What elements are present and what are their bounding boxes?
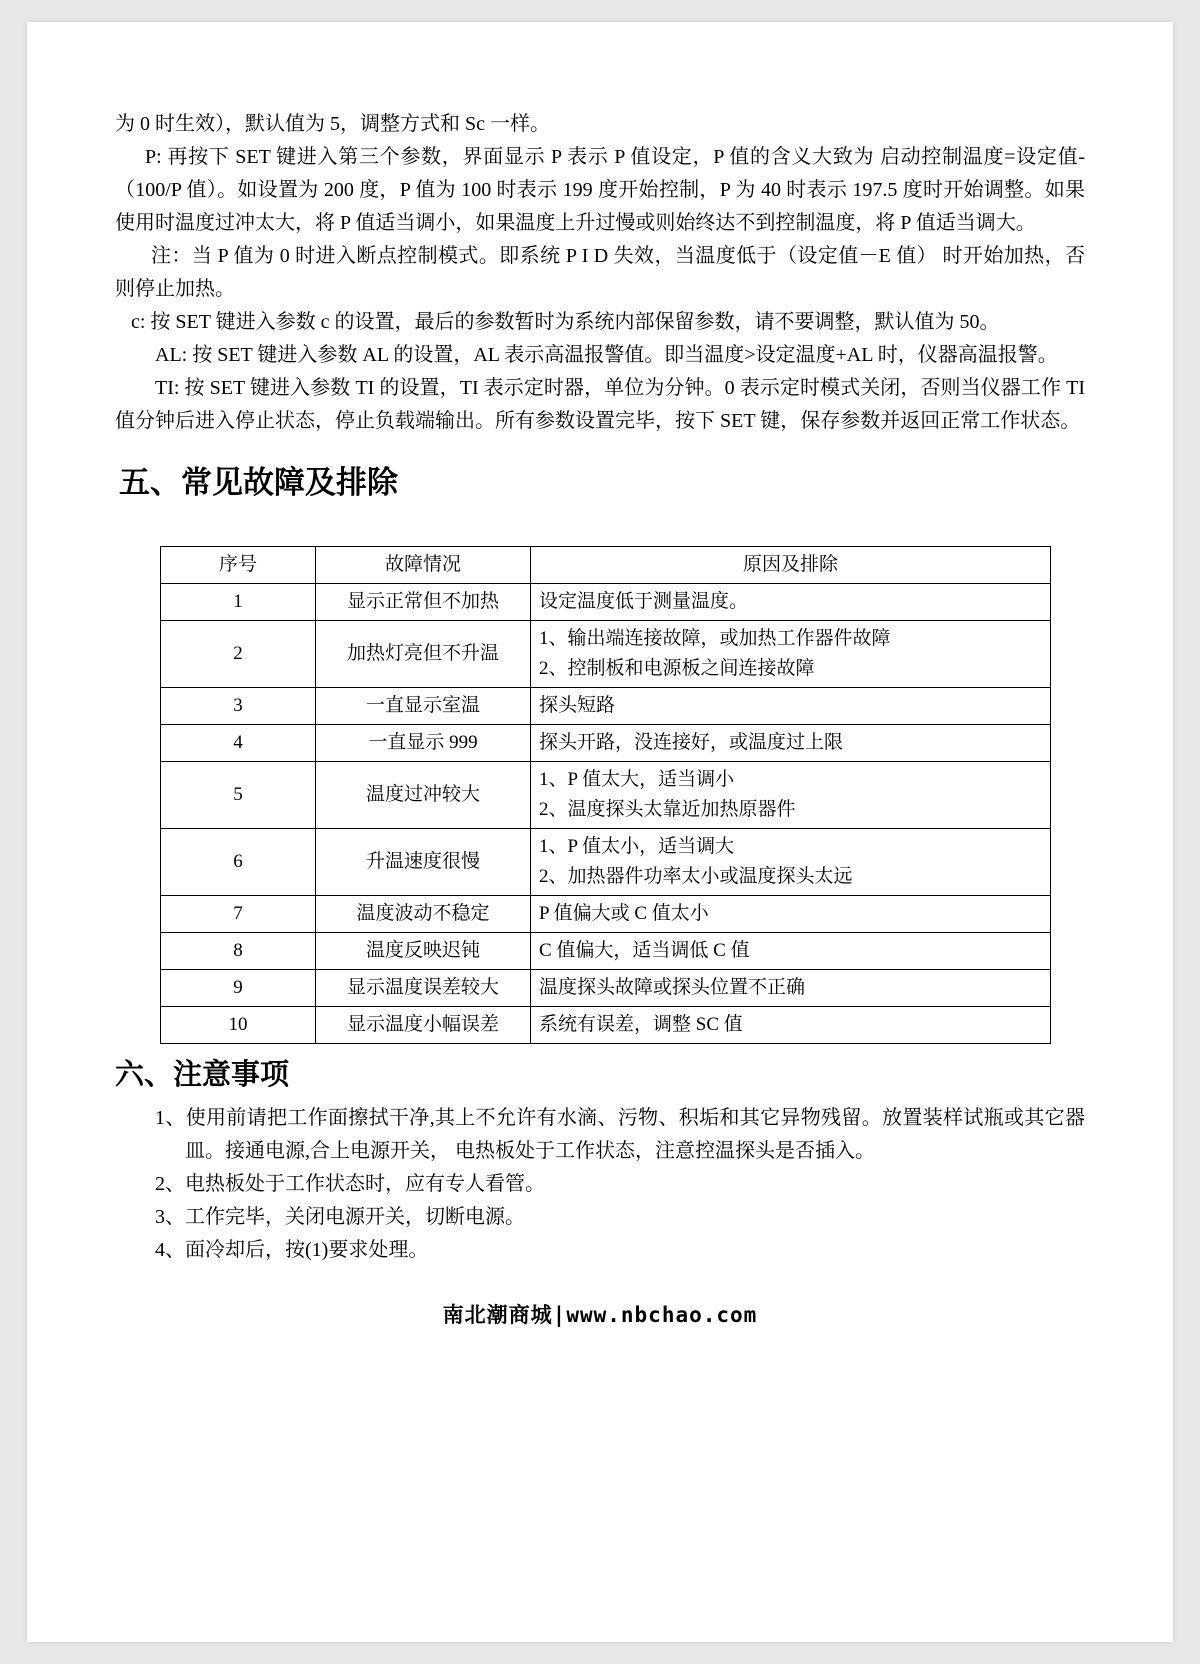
cell-no: 3 xyxy=(161,688,316,725)
cell-no: 8 xyxy=(161,933,316,970)
paragraph-c-parameter: c: 按 SET 键进入参数 c 的设置，最后的参数暂时为系统内部保留参数，请不要调整，默认值为 50。 xyxy=(131,311,1000,333)
cell-cause xyxy=(531,829,1051,896)
cell-no: 2 xyxy=(161,621,316,688)
column-header-cause: 原因及排除 xyxy=(531,547,1051,584)
column-header-no: 序号 xyxy=(161,547,316,584)
cell-fault: 温度波动不稳定 xyxy=(316,896,531,933)
cause-line: P 值偏大或 C 值太小 xyxy=(539,903,709,924)
cell-no: 9 xyxy=(161,970,316,1007)
cell-fault: 温度过冲较大 xyxy=(316,762,531,829)
cell-fault: 显示正常但不加热 xyxy=(316,584,531,621)
cell-cause xyxy=(531,970,1051,1007)
section5-heading: 五、常见故障及排除 xyxy=(119,465,398,500)
notice-item-4: 4、面冷却后，按(1)要求处理。 xyxy=(155,1239,429,1261)
paragraph-sc-default: 为 0 时生效），默认值为 5，调整方式和 Sc 一样。 xyxy=(115,113,550,135)
notice-item-1: 1、使用前请把工作面擦拭干净,其上不允许有水滴、污物、积垢和其它异物残留。放置装样试瓶或其它器皿。接通电源,合上电源开关， 电热板处于工作状态，注意控温探头是否插入。 xyxy=(155,1107,1085,1162)
cell-cause xyxy=(531,725,1051,762)
cell-cause xyxy=(531,1007,1051,1044)
cause-line: 1、输出端连接故障，或加热工作器件故障 xyxy=(539,628,891,649)
cause-line: 设定温度低于测量温度。 xyxy=(539,591,749,612)
cell-cause xyxy=(531,621,1051,688)
cell-no: 1 xyxy=(161,584,316,621)
cause-line: 2、控制板和电源板之间连接故障 xyxy=(539,658,815,679)
fault-table xyxy=(160,546,1051,1044)
table-row xyxy=(161,762,1051,829)
footer-site-url: 南北潮商城|www.nbchao.com xyxy=(442,1303,758,1327)
table-row xyxy=(161,1007,1051,1044)
cell-fault: 加热灯亮但不升温 xyxy=(316,621,531,688)
cell-no: 5 xyxy=(161,762,316,829)
cell-cause xyxy=(531,688,1051,725)
cell-no: 7 xyxy=(161,896,316,933)
cause-line: 探头开路，没连接好，或温度过上限 xyxy=(539,732,844,753)
cell-fault: 显示温度小幅误差 xyxy=(316,1007,531,1044)
cell-no: 4 xyxy=(161,725,316,762)
table-row xyxy=(161,970,1051,1007)
table-row xyxy=(161,829,1051,896)
cause-line: 1、P 值太大，适当调小 xyxy=(539,769,735,790)
table-row xyxy=(161,725,1051,762)
document-page xyxy=(27,22,1173,1642)
cell-fault: 温度反映迟钝 xyxy=(316,933,531,970)
table-row xyxy=(161,621,1051,688)
table-row xyxy=(161,584,1051,621)
cell-cause xyxy=(531,933,1051,970)
notice-item-2: 2、电热板处于工作状态时，应有专人看管。 xyxy=(155,1173,545,1195)
paragraph-p-note: 注：当 P 值为 0 时进入断点控制模式。即系统 P I D 失效，当温度低于（设定值－E 值） 时开始加热，否则停止加热。 xyxy=(115,245,1085,300)
notice-item-3: 3、工作完毕，关闭电源开关，切断电源。 xyxy=(155,1206,525,1228)
cause-line: C 值偏大，适当调低 C 值 xyxy=(539,940,750,961)
cell-no: 6 xyxy=(161,829,316,896)
cell-fault: 显示温度误差较大 xyxy=(316,970,531,1007)
cause-line: 1、P 值太小，适当调大 xyxy=(539,836,735,857)
table-header-row xyxy=(161,547,1051,584)
cause-line: 系统有误差，调整 SC 值 xyxy=(539,1014,743,1035)
table-row xyxy=(161,896,1051,933)
cause-line: 温度探头故障或探头位置不正确 xyxy=(539,977,806,998)
cell-fault: 升温速度很慢 xyxy=(316,829,531,896)
cell-fault: 一直显示 999 xyxy=(316,725,531,762)
cell-fault: 一直显示室温 xyxy=(316,688,531,725)
cause-line: 2、加热器件功率太小或温度探头太远 xyxy=(539,866,853,887)
cell-cause xyxy=(531,762,1051,829)
table-row xyxy=(161,688,1051,725)
table-row xyxy=(161,933,1051,970)
cause-line: 探头短路 xyxy=(539,695,616,716)
paragraph-al-parameter: AL: 按 SET 键进入参数 AL 的设置，AL 表示高温报警值。即当温度>设定温度+AL 时，仪器高温报警。 xyxy=(155,344,1058,366)
cell-cause xyxy=(531,584,1051,621)
cell-no: 10 xyxy=(161,1007,316,1044)
paragraph-ti-parameter: TI: 按 SET 键进入参数 TI 的设置，TI 表示定时器，单位为分钟。0 表示定时模式关闭，否则当仪器工作 TI 值分钟后进入停止状态，停止负载端输出。所有参数设置完毕，按下 SET 键，保存参数并返回正常工作状态。 xyxy=(115,377,1085,432)
column-header-fault: 故障情况 xyxy=(316,547,531,584)
cause-line: 2、温度探头太靠近加热原器件 xyxy=(539,799,796,820)
paragraph-p-parameter: P: 再按下 SET 键进入第三个参数，界面显示 P 表示 P 值设定，P 值的含义大致为 启动控制温度=设定值-（100/P 值）。如设置为 200 度，P 值为 100 时表示 199 度开始控制，P 为 40 时表示 197.5 度时开始调整。如果使用时温度过冲太大，将 P 值适当调小，如果温度上升过慢或则始终达不到控制温度，将 P 值适当调大。 xyxy=(115,146,1085,234)
section6-heading: 六、注意事项 xyxy=(115,1059,290,1091)
cell-cause xyxy=(531,896,1051,933)
notice-list xyxy=(115,1102,1085,1267)
